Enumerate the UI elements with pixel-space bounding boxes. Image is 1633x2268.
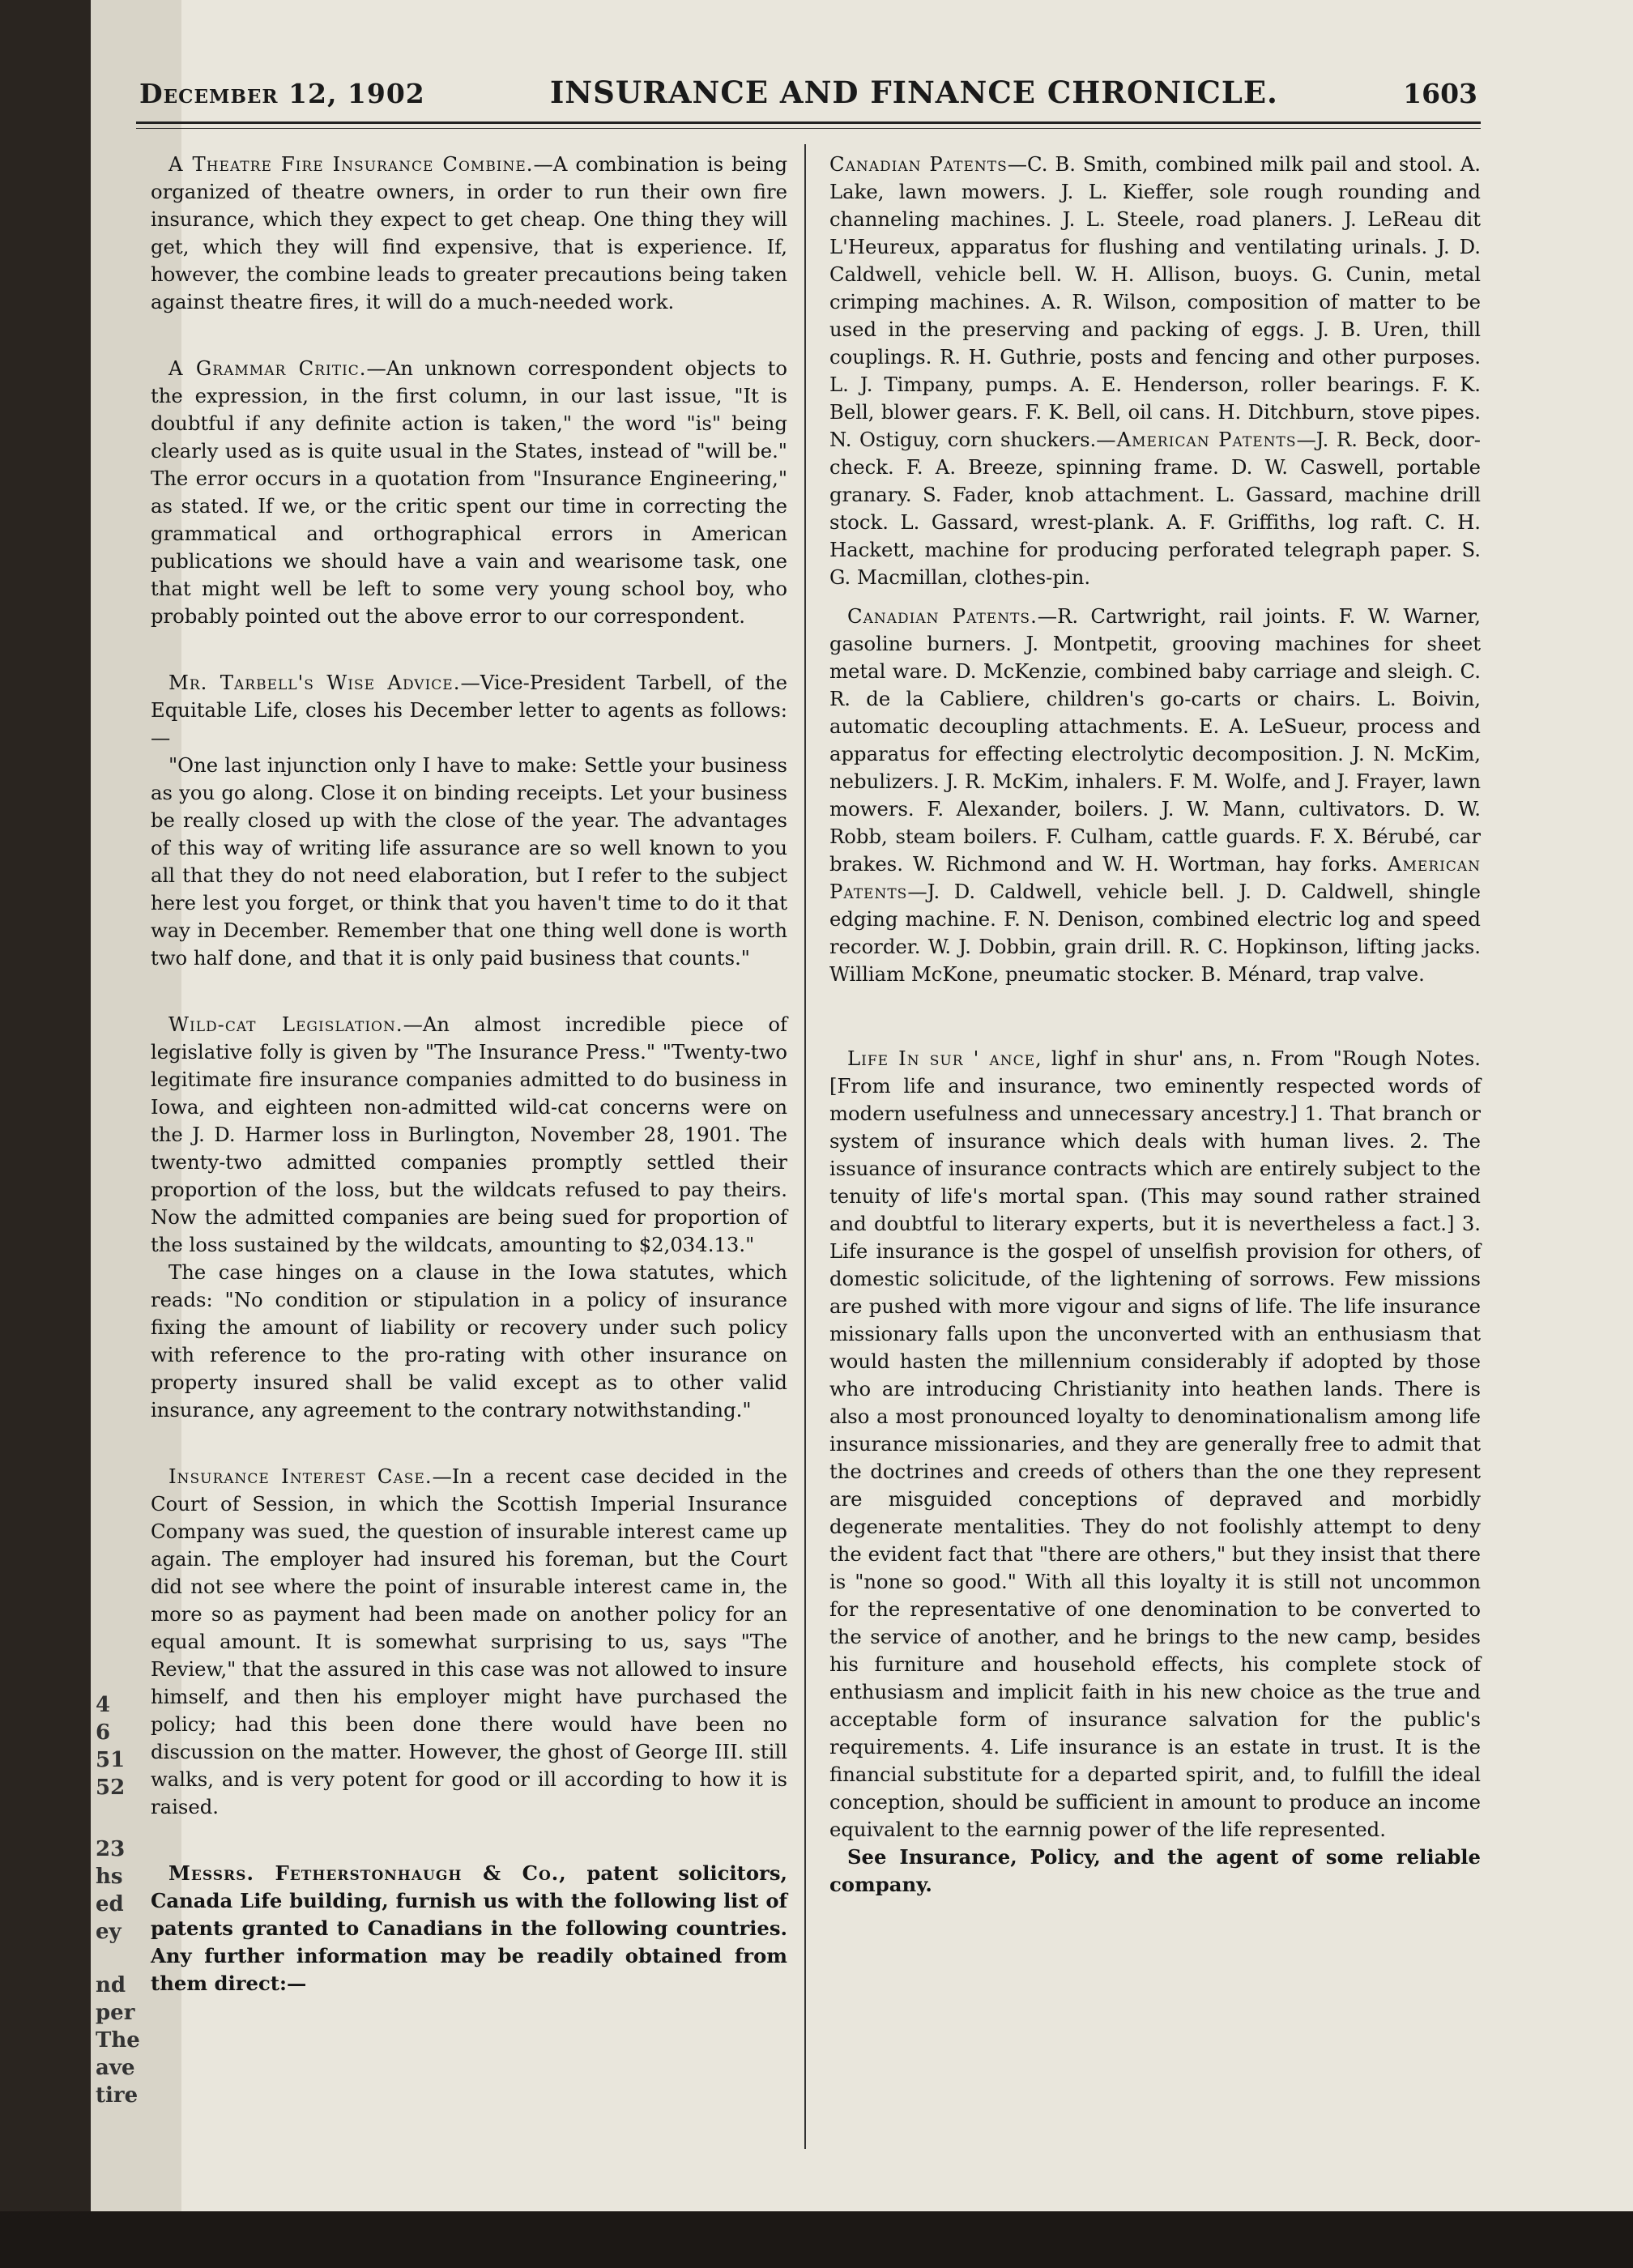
article-heading: Messrs. Fetherstonhaugh & Co.,	[168, 1861, 567, 1885]
article-body: —In a recent case decided in the Court of Session, in which the Scottish Imperial Insurance Company was sued, the question of insurable interest came up again. The employer had insured his foreman, but the Court did not see where the point of insurable interest came in, the more so as payment had been made on another policy for an equal amount. It is somewhat surprising to us, says "The Review," that the assured in this case was not allowed to insure himself, and then his employer might have purchased the policy; had this been done there would have been no discussion on the matter. However, the ghost of George III. still walks, and is very potent for good or ill according to how it is raised.	[151, 1464, 787, 1818]
article-patents-intro	[151, 1860, 787, 1997]
margin-fragment: hs	[96, 1865, 123, 1889]
patent-list: —R. Cartwright, rail joints. F. W. Warner, gasoline burners. J. Montpetit, grooving machines for sheet metal ware. D. McKenzie, combined baby carriage and sleigh. C. R. de la Cabliere, children's go-carts or chairs. L. Boivin, automatic decoupling attachments. E. A. LeSueur, process and apparatus for effecting electrolytic decomposition. J. N. McKim, nebulizers. J. R. McKim, inhalers. F. M. Wolfe, and J. Frayer, lawn mowers. F. Alexander, boilers. J. W. Mann, cultivators. D. W. Robb, steam boilers. F. Culham, cattle guards. F. X. Bérubé, car brakes. W. Richmond and W. H. Wortman, hay forks.	[829, 604, 1481, 876]
margin-fragment: 23	[96, 1837, 126, 1861]
article-life-insurance-definition	[829, 1045, 1481, 1899]
article-footer: See Insurance, Policy, and the agent of some reliable company.	[829, 1845, 1481, 1896]
patent-label: Canadian Patents.	[847, 604, 1038, 628]
patent-label: —American Patents	[1096, 428, 1297, 451]
article-heading: Wild-cat Legislation.	[168, 1013, 403, 1036]
patent-list: —J. D. Caldwell, vehicle bell. J. D. Caldwell, shingle edging machine. F. N. Denison, combined electric log and speed recorder. W. J. Dobbin, grain drill. R. C. Hopkinson, lifting jacks. William McKone, pneumatic stocker. B. Ménard, trap valve.	[829, 880, 1481, 986]
right-column	[829, 151, 1481, 1899]
article-heading: A Theatre Fire Insurance Combine.	[168, 152, 534, 176]
article-insurance-interest	[151, 1463, 787, 1821]
article-theatre	[151, 151, 787, 316]
column-divider	[804, 144, 806, 2149]
article-body: —A combination is being organized of theatre owners, in order to run their own fire insurance, which they expect to get cheap. One thing they will get, which they will find expensive, that is experience. If, however, the combine leads to greater precautions being taken against theatre fires, it will do a much-needed work.	[151, 152, 788, 313]
margin-fragment: 4	[96, 1693, 111, 1717]
margin-fragment: ey	[96, 1920, 122, 1944]
article-heading: Life In sur ' ance,	[847, 1047, 1042, 1070]
patent-list-2	[829, 603, 1481, 988]
article-quote: "One last injunction only I have to make: Settle your business as you go along. Close it on binding receipts. Let your business be really closed up with the close of the year. The advantages of this way of writing life assurance are so well known to you all that they do not need elaboration, but I refer to the subject here lest you forget, or think that you haven't time to do it that way in December. Remember that one thing well done is worth two half done, and that it is only paid business that counts."	[151, 753, 787, 970]
margin-fragment: per	[96, 2001, 135, 2025]
publication-title: INSURANCE AND FINANCE CHRONICLE.	[549, 75, 1278, 110]
article-heading: Mr. Tarbell's Wise Advice.	[168, 671, 461, 694]
issue-date: December 12, 1902	[139, 78, 425, 109]
margin-fragment: ed	[96, 1892, 124, 1916]
page-header	[139, 75, 1477, 117]
article-body: —An unknown correspondent objects to the expression, in the first column, in our last issue, "It is doubtful if any definite action is taken," the word "is" being clearly used as is quite usual in the States, instead of "will be." The error occurs in a quotation from "Insurance Engineering," as stated. If we, or the critic spent our time in correcting the grammatical and orthographical errors in American publications we should have a vain and wearisome task, one that might well be left to some very young school boy, who probably pointed out the above error to our correspondent.	[151, 356, 787, 628]
article-heading: Insurance Interest Case.	[168, 1464, 433, 1488]
margin-fragment: 51	[96, 1748, 126, 1772]
article-heading: A Grammar Critic.	[168, 356, 367, 380]
patent-list-1	[829, 151, 1481, 591]
patent-list: —C. B. Smith, combined milk pail and stool. A. Lake, lawn mowers. J. L. Kieffer, sole rough rounding and channeling machines. J. L. Steele, road planers. J. LeReau dit L'Heureux, apparatus for flushing and ventilating urinals. J. D. Caldwell, vehicle bell. W. H. Allison, buoys. G. Cunin, metal crimping machines. A. R. Wilson, composition of matter to be used in the preserving and packing of eggs. J. B. Uren, thill couplings. R. H. Guthrie, posts and fencing and other purposes. L. J. Timpany, pumps. A. E. Henderson, roller bearings. F. K. Bell, blower gears. F. K. Bell, oil cans. H. Ditchburn, stove pipes. N. Ostiguy, corn shuckers.	[829, 152, 1482, 451]
article-wildcat	[151, 1011, 787, 1424]
article-body-continued: The case hinges on a clause in the Iowa statutes, which reads: "No condition or stipulation in a policy of insurance fixing the amount of liability or recovery under such policy with reference to the pro-rating with other insurance on property insured shall be valid except as to other valid insurance, any agreement to the contrary notwithstanding."	[151, 1260, 787, 1422]
article-body: —Vice-President Tarbell, of the Equitable Life, closes his December letter to agents as follows:—	[151, 671, 787, 749]
header-rule	[136, 122, 1481, 124]
margin-fragment: ave	[96, 2056, 135, 2080]
header-rule-thin	[136, 128, 1481, 129]
margin-fragment: The	[96, 2028, 140, 2053]
margin-fragment: tire	[96, 2083, 139, 2108]
article-grammar-critic	[151, 355, 787, 630]
patent-label: American Patents	[829, 852, 1481, 903]
patent-label: Canadian Patents	[829, 152, 1008, 176]
margin-fragment: 52	[96, 1776, 126, 1800]
article-body: —An almost incredible piece of legislative folly is given by "The Insurance Press." "Twenty-two legitimate fire insurance companies admitted to do business in Iowa, and eighteen non-admitted wild-cat concerns were on the J. D. Harmer loss in Burlington, November 28, 1901. The twenty-two admitted companies promptly settled their proportion of the loss, but the wildcats refused to pay theirs. Now the admitted companies are being sued for proportion of the loss sustained by the wildcats, amounting to $2,034.13."	[151, 1013, 787, 1256]
patent-list: —J. R. Beck, door-check. F. A. Breeze, spinning frame. D. W. Caswell, portable granary. S. Fader, knob attachment. L. Gassard, machine drill stock. L. Gassard, wrest-plank. A. F. Griffiths, log raft. C. H. Hackett, machine for producing perforated telegraph paper. S. G. Macmillan, clothes-pin.	[829, 428, 1481, 589]
left-column	[151, 151, 787, 1997]
scan-border	[0, 2211, 1633, 2268]
page-number: 1603	[1403, 78, 1477, 109]
article-tarbell	[151, 669, 787, 972]
article-body: lighf in shur' ans, n. From "Rough Notes. [From life and insurance, two eminently respected words of modern usefulness and unnecessary ancestry.] 1. That branch or system of insurance which deals with human lives. 2. The issuance of insurance contracts which are entirely subject to the tenuity of life's mortal span. (This may sound rather strained and doubtful to literary experts, but it is nevertheless a fact.] 3. Life insurance is the gospel of unselfish provision for others, of domestic solicitude, of the lightening of sorrows. Few missions are pushed with more vigour and signs of life. The life insurance missionary falls upon the unconverted with an enthusiasm that would hasten the millennium considerably if adopted by those who are introducing Christianity into heathen lands. There is also a most pronounced loyalty to denominationalism among life insurance missionaries, and they are generally free to admit that the doctrines and creeds of others than the one they represent are misguided conceptions of depraved and morbidly degenerate mentalities. They do not foolishly attempt to deny the evident fact that "there are others," but they insist that there is "none so good." With all this loyalty it is still not uncommon for the representative of one denomination to be converted to the service of another, and he brings to the new camp, besides his furniture and household effects, his complete stock of enthusiasm and implicit faith in his new choice as the true and acceptable form of insurance salvation for the public's requirements. 4. Life insurance is an estate in trust. It is the financial substitute for a departed spirit, and, to fulfill the ideal conception, should be sufficient in amount to produce an income equivalent to the earnnig power of the life represented.	[829, 1047, 1481, 1841]
margin-fragment: 6	[96, 1720, 111, 1745]
article-body: patent solicitors, Canada Life building, furnish us with the following list of patents granted to Canadians in the following countries. Any further information may be readily obtained from them direct:—	[151, 1861, 787, 1995]
margin-fragment: nd	[96, 1973, 126, 1997]
